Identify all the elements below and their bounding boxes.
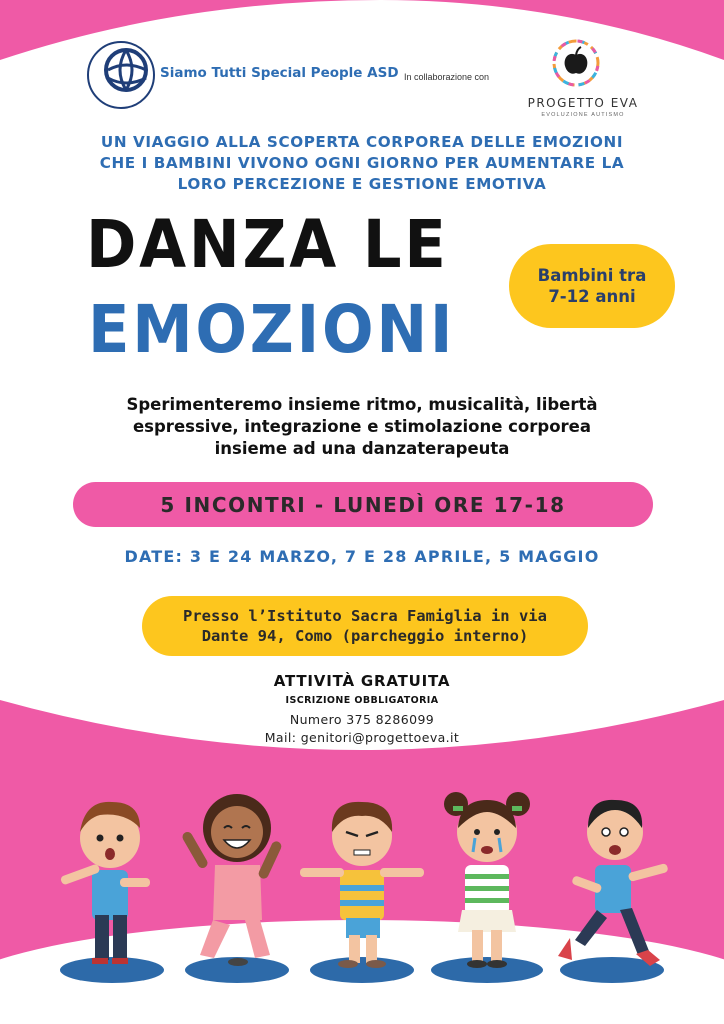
email-address[interactable]: Mail: genitori@progettoeva.it <box>264 730 460 745</box>
tagline <box>40 132 684 195</box>
description-line: Sperimenteremo insieme ritmo, musicalità, libertà <box>126 395 598 414</box>
child-angry-icon <box>300 802 424 968</box>
collaboration-label: In collaborazione con <box>404 72 490 82</box>
age-badge-text: Bambini tra 7-12 anni <box>537 266 647 306</box>
child-scared-icon <box>558 800 669 966</box>
schedule-banner <box>73 482 653 527</box>
apple-logo-icon <box>551 38 601 88</box>
registration-label: ISCRIZIONE OBBLIGATORIA <box>285 695 439 706</box>
title-line-2: EMOZIONI <box>88 291 456 368</box>
phone-number[interactable]: Numero 375 8286099 <box>289 712 435 727</box>
children-illustration <box>0 770 724 1024</box>
dates-text: DATE: 3 E 24 MARZO, 7 E 28 APRILE, 5 MAGGIO <box>124 547 600 566</box>
description-line: espressive, integrazione e stimolazione corporea <box>132 417 591 436</box>
child-surprised-icon <box>60 802 150 964</box>
description <box>60 394 664 460</box>
location-banner <box>142 596 588 656</box>
tagline-line: LORO PERCEZIONE E GESTIONE EMOTIVA <box>177 175 547 193</box>
child-laughing-icon <box>181 794 283 966</box>
description-line: insieme ad una danzaterapeuta <box>214 439 510 458</box>
partner-name: PROGETTO EVA <box>527 96 639 110</box>
title-line-1: DANZA LE <box>86 206 449 283</box>
tagline-line: UN VIAGGIO ALLA SCOPERTA CORPOREA DELLE EMOZIONI <box>100 133 624 151</box>
partner-subtitle: EVOLUZIONE AUTISMO <box>541 112 625 118</box>
activity-label: ATTIVITÀ GRATUITA <box>273 672 451 690</box>
child-crying-icon <box>444 792 530 968</box>
schedule-text: 5 INCONTRI - LUNEDÌ ORE 17-18 <box>160 492 566 517</box>
location-line: Presso l’Istituto Sacra Famiglia in via <box>183 607 547 625</box>
organization-name: Siamo Tutti Special People ASD <box>160 65 399 81</box>
tagline-line: CHE I BAMBINI VIVONO OGNI GIORNO PER AUMENTARE LA <box>99 154 625 172</box>
age-badge <box>509 244 675 328</box>
location-line: Dante 94, Como (parcheggio interno) <box>201 627 529 645</box>
globe-logo-icon <box>86 40 156 110</box>
